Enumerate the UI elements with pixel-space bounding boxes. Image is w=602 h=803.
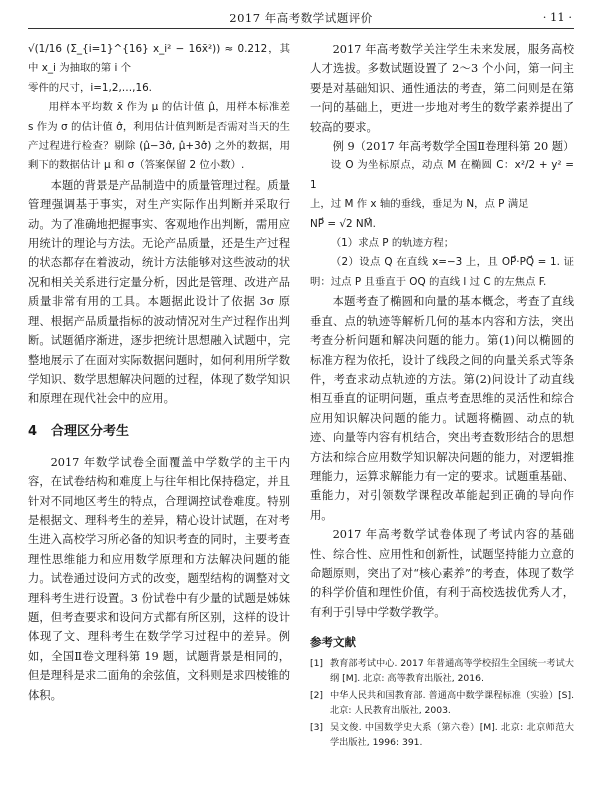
section-number: 4 [28, 423, 38, 439]
right-column [310, 40, 574, 752]
page-number: · 11 · [542, 10, 572, 24]
running-title: 2017 年高考数学试题评价 [229, 11, 373, 25]
reference-index: [1] [310, 658, 324, 670]
reference-index: [2] [310, 690, 324, 702]
analysis-paragraph: 本题的背景是产品制造中的质量管理过程。质量管理强调基于事实，对生产实际作出判断并采取行动。为了准确地把握事实、客观地作出判断，需用应用统计的理论与方法。无论产品质量，还是生产过程的状态都存在着波动，统计方法能够对这些波动的状况和相关关系进行定量分析，因此是管理、改进产品质量非常有用的工具。本题据此设计了依据 3σ 原理、根据产品质量指标的波动情况对生产过程作出判断。试题循序渐进，逐步把统计思想融入试题中，完整地展示了在面对实际数据问题时，如何利用所学数学知识、数学思想解决问题的过程，体现了数学知识和原理在现代社会中的应用。 [28, 178, 290, 406]
example-line-3: NP⃗ = √2 NM⃗. [310, 217, 376, 230]
reference-item [310, 720, 574, 750]
conclusion-paragraph: 2017 年高考数学试卷体现了考试内容的基础性、综合性、应用性和创新性，试题坚持能力立意的命题原则，突出了对“核心素养”的考查，体现了数学的科学价值和理性价值，有利于高校选拔优秀人才，有利于引导中学数学教学。 [310, 528, 574, 619]
example-question-1: （1）求点 P 的轨迹方程； [330, 237, 455, 250]
section-heading [28, 423, 290, 441]
references-heading: 参考文献 [310, 635, 356, 650]
references-list [310, 656, 574, 750]
example-title: 例 9（2017 年高考数学全国Ⅱ卷理科第 20 题） [332, 140, 575, 154]
example-line-1: 设 O 为坐标原点，动点 M 在椭圆 C：x²/2 + y² = 1 [310, 159, 574, 191]
left-column [28, 40, 290, 705]
reference-item [310, 688, 574, 718]
problem-question: 用样本平均数 x̄ 作为 μ 的估计值 μ̂，用样本标准差 s 作为 σ 的估计值 σ̂，利用估计值判断是否需对当天的生产过程进行检查？剔除 (μ̂−3σ̂, μ̂+3σ̂) 之外的数据，用剩下的数据估计 μ 和 σ（答案保留 2 位小数）. [28, 101, 290, 172]
formula-text: √(1/16 (Σ_{i=1}^{16} x_i² − 16x̄²)) ≈ 0.212，其中 x_i 为抽取的第 i 个 [28, 43, 290, 75]
reference-text: 教育部考试中心. 2017 年普通高等学校招生全国统一考试大纲 [M]. 北京: 高等教育出版社, 2016. [330, 658, 574, 685]
section-paragraph: 2017 年数学试卷全面覆盖中学数学的主干内容，在试卷结构和难度上与往年相比保持稳定，并且针对不同地区考生的特点，合理调控试卷难度。特别是根据文、理科考生的差异，精心设计试题，在对考生进入高校学习所必备的知识考查的同时，主要考查理性思维能力和应用数学原理和方法解决问题的能力。试卷通过设问方式的改变，题型结构的调整对文理科考生进行设置。3 份试卷中有少量的试题是姊妹题，但考查要求和设问方式都有所区别，这样的设计体现了文、理科考生在数学学习过程中的差异。例如，全国Ⅱ卷文理科第 19 题，试题背景是相同的，但是理科是求二面角的余弦值，文科则是求四棱锥的体积。 [28, 455, 290, 702]
reference-item [310, 656, 574, 686]
formula-line [28, 40, 290, 79]
formula-line-2: 零件的尺寸，i=1,2,…,16. [28, 81, 152, 94]
page-header [28, 8, 574, 29]
example-analysis: 本题考查了椭圆和向量的基本概念，考查了直线垂直、点的轨迹等解析几何的基本内容和方法，突出考查分析问题和解决问题的能力。第(1)问以椭圆的标准方程为依托，设计了线段之间的向量关系式等条件，考查求动点轨迹的方法。第(2)问设计了动直线相互垂直的证明问题，重点考查思维的灵活性和综合应用知识解决问题的能力。试题将椭圆、动点的轨迹、向量等内容有机结合，突出考查数形结合的思想方法和综合应用数学知识解决问题的能力，对逻辑推理能力，运算求解能力有一定的要求。试题重基础、重能力，对引领数学课程改革能起到正确的导向作用。 [310, 295, 574, 522]
example-question-2: （2）设点 Q 在直线 x=−3 上，且 OP⃗·PQ⃗ = 1. 证明：过点 P 且垂直于 OQ 的直线 l 过 C 的左焦点 F. [310, 256, 574, 288]
reference-text: 中华人民共和国教育部. 普通高中数学课程标准（实验）[S]. 北京: 人民教育出版社, 2003. [330, 690, 574, 717]
reference-index: [3] [310, 722, 324, 734]
example-line-2: 上，过 M 作 x 轴的垂线，垂足为 N，点 P 满足 [310, 198, 529, 211]
reference-text: 吴文俊. 中国数学史大系（第六卷）[M]. 北京: 北京师范大学出版社, 1996: 391. [330, 722, 574, 749]
intro-paragraph: 2017 年高考数学关注学生未来发展，服务高校人才选拔。多数试题设置了 2～3 个小问，第一问主要是对基础知识、通性通法的考查，第二问则是在第一问的基础上，更进一步地对考生的数学素养提出了较高的要求。 [310, 43, 574, 134]
section-title: 合理区分考生 [51, 423, 130, 439]
